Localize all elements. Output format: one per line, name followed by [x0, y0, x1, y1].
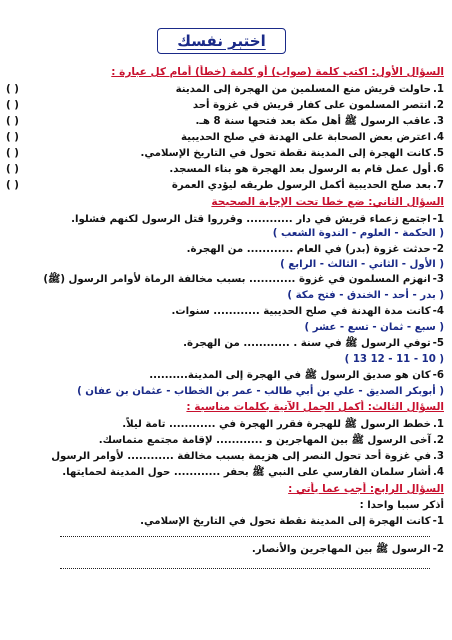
q2-item-3 — [6, 272, 444, 287]
page-title: اختبر نفسك — [177, 32, 266, 50]
q2-item-1-options — [6, 226, 444, 241]
q3-item-text: في غزوة أحد تحول النصر إلى هزيمة بسبب مخالفة ............ لأوامر الرسول — [51, 451, 432, 462]
q4-item-2 — [6, 542, 444, 557]
q1-item-6 — [6, 162, 444, 177]
q1-item-text: انتصر المسلمون على كفار قريش في غزوة أحد — [192, 100, 432, 111]
q2-item-num: 6- — [432, 370, 444, 381]
q4-item-text: كانت الهجرة إلى المدينة نقطة تحول في التاريخ الإسلامي. — [140, 516, 431, 527]
q2-item-text: كان هو صديق الرسول ﷺ في الهجرة إلى المدينة.......... — [149, 370, 431, 381]
q1-item-num: 3. — [433, 116, 444, 127]
q2-options[interactable]: ( بدر - أحد - الخندق - فتح مكة ) — [287, 290, 444, 301]
q2-item-text: كانت مدة الهدنة في صلح الحديبية ............ سنوات. — [171, 306, 431, 317]
q2-item-text: انهزم المسلمون في غزوة ............ بسبب مخالفة الرماة لأوامر الرسول (ﷺ) — [43, 274, 431, 285]
q2-item-2-options — [6, 257, 444, 272]
q2-options[interactable]: ( الحكمة - العلوم - الندوة الشعب ) — [272, 228, 444, 239]
q1-item-num: 1. — [433, 84, 444, 95]
q4-item-text: الرسول ﷺ بين المهاجرين والأنصار. — [251, 544, 431, 555]
q4-heading: السؤال الرابع: أجب عما يأتي : — [288, 483, 444, 495]
q2-options[interactable]: ( 10 - 11 - 12 13 ) — [344, 354, 444, 365]
q4-item-1 — [6, 514, 444, 529]
q1-item-num: 2. — [433, 100, 444, 111]
answer-bracket[interactable]: ( ) — [6, 116, 19, 127]
title-box — [157, 28, 286, 54]
q2-item-num: 3- — [432, 274, 444, 285]
q2-item-3-options — [6, 288, 444, 303]
q2-item-4 — [6, 304, 444, 319]
q1-item-text: كانت الهجرة إلى المدينة نقطة تحول في التاريخ الإسلامي. — [140, 148, 432, 159]
q1-item-num: 6. — [433, 164, 444, 175]
q1-item-text: حاولت قريش منع المسلمين من الهجرة إلى المدينة — [175, 84, 432, 95]
q1-item-text: بعد صلح الحديبية أكمل الرسول طريقه ليؤدي العمرة — [171, 180, 432, 191]
q3-item-num: 3. — [433, 451, 444, 462]
q2-item-num: 2- — [432, 244, 444, 255]
q2-item-num: 5- — [432, 338, 444, 349]
q2-item-5 — [6, 336, 444, 351]
q1-item-text: أول عمل قام به الرسول بعد الهجرة هو بناء المسجد. — [169, 164, 432, 175]
q3-item-3 — [6, 449, 444, 464]
q2-heading-line — [6, 195, 444, 210]
q2-item-num: 1- — [432, 214, 444, 225]
q3-item-2 — [6, 433, 444, 448]
q3-item-num: 2. — [433, 435, 444, 446]
q3-item-4 — [6, 465, 444, 480]
q1-item-3 — [6, 114, 444, 129]
q1-heading-line — [6, 65, 444, 80]
q2-item-text: حدثت غزوة (بدر) في العام ............ من الهجرة. — [186, 244, 431, 255]
answer-bracket[interactable]: ( ) — [6, 132, 19, 143]
q3-heading-line — [6, 400, 444, 415]
q2-item-text: توفي الرسول ﷺ في سنة . ............ من الهجرة. — [183, 338, 431, 349]
q4-item-num: 2- — [432, 544, 444, 555]
q3-item-text: أشار سلمان الفارسي على النبي ﷺ بحفر ............ حول المدينة لحمايتها. — [62, 467, 432, 478]
answer-bracket[interactable]: ( ) — [6, 164, 19, 175]
q2-item-2 — [6, 242, 444, 257]
q4-subheading-line — [6, 498, 444, 513]
q1-item-num: 5. — [433, 148, 444, 159]
q2-item-5-options — [6, 352, 444, 367]
q2-options[interactable]: ( أبوبكر الصديق - علي بن أبي طالب - عمر بن الخطاب - عثمان بن عفان ) — [77, 386, 444, 397]
answer-bracket[interactable]: ( ) — [6, 148, 19, 159]
q1-item-5 — [6, 146, 444, 161]
answer-bracket[interactable]: ( ) — [6, 180, 19, 191]
q3-heading: السؤال الثالث: أكمل الجمل الآتية بكلمات مناسبة : — [186, 401, 444, 413]
q1-item-num: 7. — [433, 180, 444, 191]
q1-item-7 — [6, 178, 444, 193]
q2-item-6-options — [6, 384, 444, 399]
q2-item-1 — [6, 212, 444, 227]
answer-bracket[interactable]: ( ) — [6, 84, 19, 95]
q2-item-text: اجتمع زعماء قريش في دار ............ وقرروا قتل الرسول لكنهم فشلوا. — [71, 214, 431, 225]
q2-options[interactable]: ( سبع - ثمان - تسع - عشر ) — [304, 322, 444, 333]
q4-item-num: 1- — [432, 516, 444, 527]
q3-item-num: 1. — [433, 419, 444, 430]
q1-item-2 — [6, 98, 444, 113]
q4-subheading: أذكر سببا واحدا : — [359, 500, 444, 511]
q2-item-4-options — [6, 320, 444, 335]
answer-line[interactable] — [60, 568, 430, 569]
q3-item-text: خطط الرسول ﷺ للهجرة فقرر الهجرة في ............ تامة ليلاً. — [122, 419, 432, 430]
answer-line[interactable] — [60, 536, 430, 537]
q1-item-text: اعترض بعض الصحابة على الهدنة في صلح الحديبية — [181, 132, 432, 143]
q2-item-num: 4- — [432, 306, 444, 317]
q1-item-num: 4. — [433, 132, 444, 143]
q1-item-4 — [6, 130, 444, 145]
q2-options[interactable]: ( الأول - الثاني - الثالث - الرابع ) — [280, 259, 444, 270]
q2-item-6 — [6, 368, 444, 383]
answer-bracket[interactable]: ( ) — [6, 100, 19, 111]
q1-heading: السؤال الأول: اكتب كلمة (صواب) أو كلمة (خطأ) أمام كل عبارة : — [111, 66, 444, 78]
q3-item-text: آخى الرسول ﷺ بين المهاجرين و ............ لإقامة مجتمع متماسك. — [98, 435, 432, 446]
q4-heading-line — [6, 482, 444, 497]
q2-heading: السؤال الثاني: ضع خطا تحت الإجابة الصحيحة — [211, 196, 444, 208]
q1-item-text: عاقب الرسول ﷺ أهل مكة بعد فتحها سنة 8 هـ. — [195, 116, 432, 127]
q3-item-num: 4. — [433, 467, 444, 478]
q1-item-1 — [6, 82, 444, 97]
q3-item-1 — [6, 417, 444, 432]
